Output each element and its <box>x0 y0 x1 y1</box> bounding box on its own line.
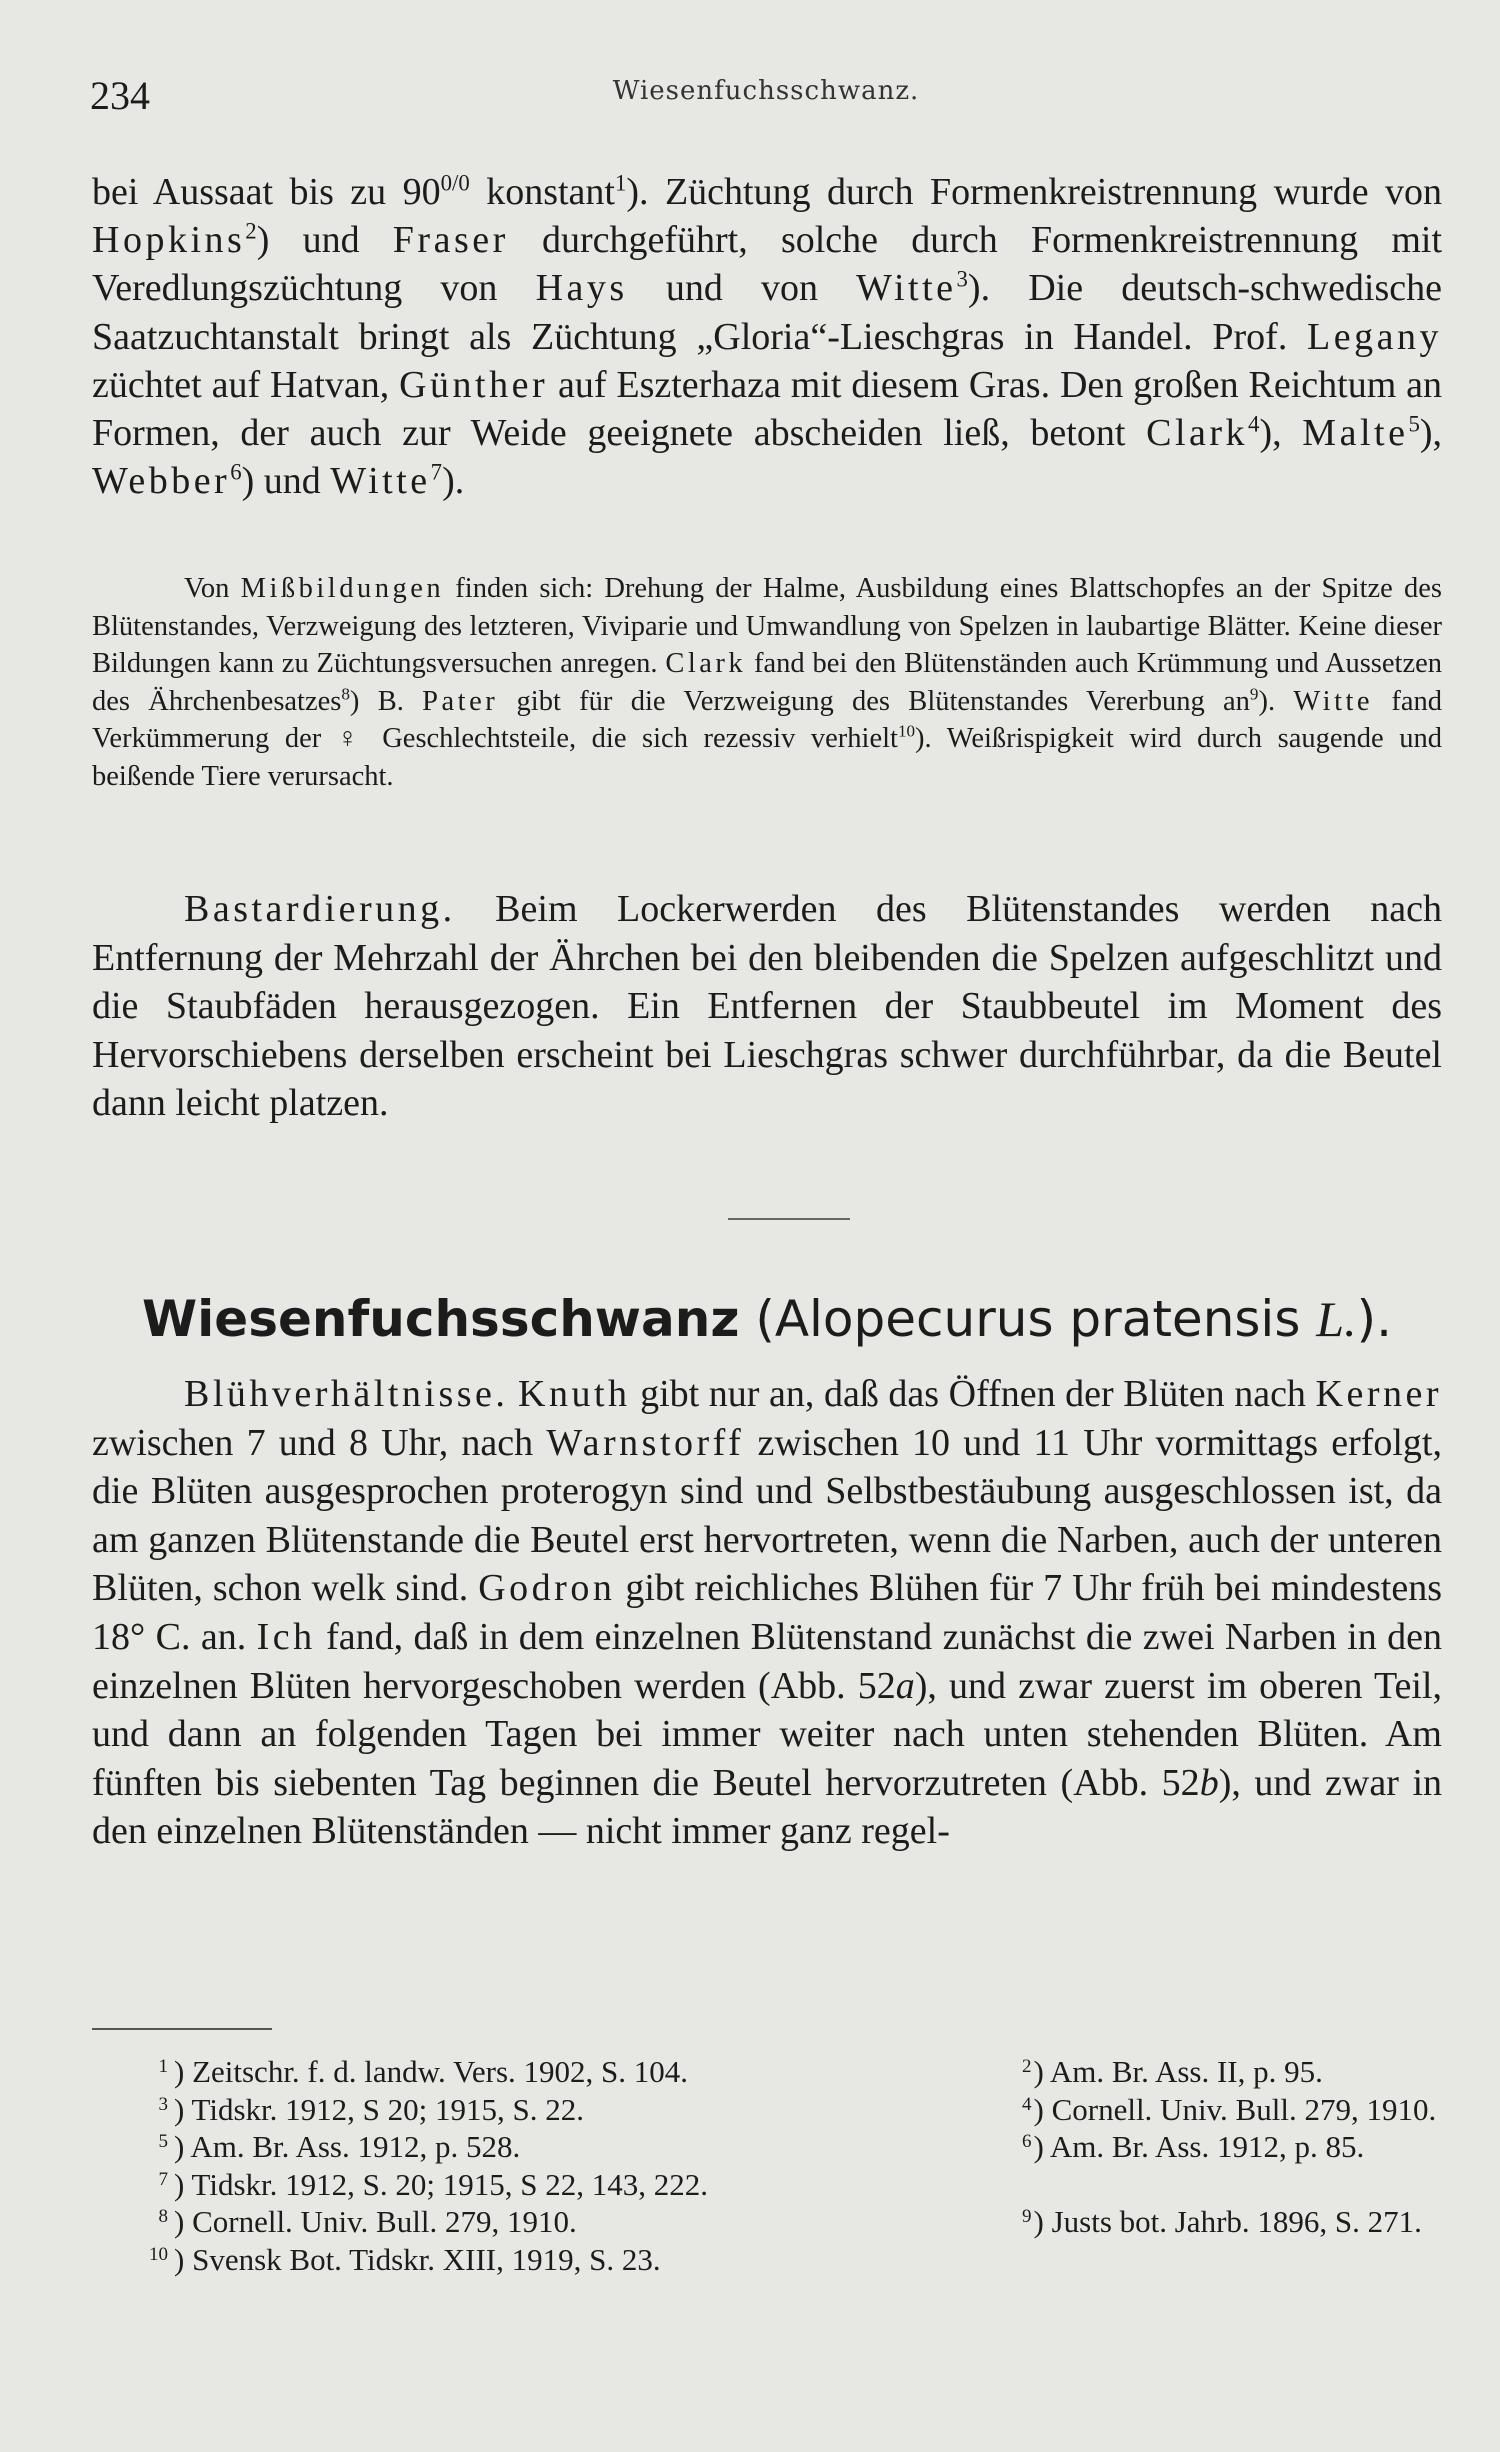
footnote-number: 6 <box>1022 2131 1032 2153</box>
text-run: durchgeführt, solche durch Formenkreistrennung mit Veredlungszüchtung von <box>92 219 1443 310</box>
text-run: auf Eszterhaza mit diesem Gras. Den großen Reichtum an Formen, der auch zur Weide geeignete abscheiden ließ, betont <box>92 363 1442 455</box>
text-run: und von <box>627 267 857 310</box>
text-run: bei Aussaat bis zu 90 <box>92 171 441 213</box>
text-run: finden sich: Drehung der Halme, Ausbildung eines Blattschopfes an der Spitze des Blütenstandes, Verzweigung des letzteren, Viviparie und Umwandlung von Spelzen in laubartige Blätter. Keine dieser Bildungen kann zu Züchtungsversuchen anregen. <box>92 573 1442 679</box>
heading-author: L. <box>1316 1291 1357 1347</box>
footnote-row <box>92 2123 1442 2165</box>
author-name: Witte <box>1293 685 1374 717</box>
footnote-number: 4 <box>1022 2093 1032 2115</box>
footnote-entry <box>1022 2048 1323 2091</box>
footnote-ref[interactable]: 1 <box>614 170 627 196</box>
footnote-row <box>92 2086 1442 2127</box>
author-name: Clark <box>665 648 747 679</box>
footnote-row <box>92 2236 1442 2277</box>
footnote-ref[interactable]: 6 <box>230 459 242 485</box>
text-run: ). Züchtung durch Formenkreistrennung wurde von <box>626 171 1442 213</box>
text-run: gibt nur an, daß das Öffnen der Blüten nach <box>630 1373 1316 1415</box>
footnote-entry <box>158 2123 521 2166</box>
text-run: konstant <box>469 171 615 213</box>
text-run: Von <box>184 573 241 604</box>
percent-sign: 0/0 <box>440 170 470 196</box>
footnote-number: 10 <box>149 2243 168 2265</box>
footnote-text: ) Am. Br. Ass. II, p. 95. <box>1033 2054 1323 2089</box>
author-name: Clark <box>1146 412 1249 455</box>
footnote-ref[interactable]: 8 <box>341 684 350 703</box>
author-name: Günther <box>399 363 549 406</box>
footnote-text: ) Am. Br. Ass. 1912, p. 85. <box>1033 2129 1365 2165</box>
footnotes <box>92 2048 1442 2277</box>
footnote-entry <box>1022 2198 1422 2241</box>
text-run: ) und <box>256 219 393 262</box>
paragraph-flowering <box>92 1370 1442 1856</box>
running-title: Wiesenfuchsschwanz. <box>612 76 920 106</box>
text-run: gibt für die Verzweigung des Blütenstandes Vererbung an <box>498 685 1250 717</box>
footnote-number: 9 <box>1022 2206 1032 2228</box>
footnote-ref[interactable]: 5 <box>1408 411 1420 437</box>
heading-close: ). <box>1356 1290 1392 1348</box>
footnote-ref[interactable]: 4 <box>1248 411 1260 437</box>
text-run: ). Die deutsch-schwedische Saatzuchtanstalt bringt als Züchtung „Gloria“-Lieschgras in Handel. Prof. <box>92 267 1443 358</box>
footnote-entry <box>158 2161 708 2204</box>
footnote-text: ) Zeitschr. f. d. landw. Vers. 1902, S. 104. <box>174 2054 689 2089</box>
footnote-number: 5 <box>158 2131 168 2153</box>
page-header <box>90 62 1442 122</box>
footnote-text: ) Cornell. Univ. Bull. 279, 1910. <box>1033 2091 1437 2127</box>
author-name: Pater <box>422 685 499 717</box>
author-name: Legany <box>1307 315 1442 358</box>
footnote-entry <box>1022 2123 1364 2166</box>
text-run: ), und zwar in den einzelnen Blütenständen — nicht immer ganz regel- <box>92 1761 1442 1853</box>
section-lead: Bastardierung. <box>184 888 456 930</box>
heading-main: Wiesenfuchsschwanz <box>142 1290 740 1348</box>
footnote-text: ) Tidskr. 1912, S 20; 1915, S. 22. <box>174 2091 584 2127</box>
footnote-row <box>92 2048 1442 2089</box>
footnote-number: 3 <box>158 2093 168 2115</box>
paragraph-malformations <box>92 570 1442 795</box>
text-run: ), und zwar zuerst im oberen Teil, und dann an folgenden Tagen bei immer weiter nach unten stehenden Blüten. Am fünften bis siebenten Tag beginnen die Beutel hervorzutreten (Abb. 52 <box>92 1664 1442 1804</box>
footnote-text: ) Tidskr. 1912, S. 20; 1915, S 22, 143, 222. <box>174 2166 708 2202</box>
emphasis: Mißbildungen <box>240 573 445 604</box>
author-name: Knuth <box>518 1373 631 1415</box>
footnote-ref[interactable]: 3 <box>956 266 968 292</box>
footnote-entry <box>158 2048 689 2091</box>
footnote-text: ) Am. Br. Ass. 1912, p. 528. <box>174 2129 521 2165</box>
text-run: gibt reichliches Blühen für 7 Uhr früh bei mindestens 18° C. an. <box>92 1567 1442 1658</box>
section-heading <box>92 1288 1442 1350</box>
footnote-entry <box>158 2086 584 2129</box>
paragraph-breeding <box>92 168 1442 505</box>
author-name: Warnstorff <box>546 1421 745 1464</box>
text-run: fand, daß in dem einzelnen Blütenstand zunächst die zwei Narben in den einzelnen Blüten hervorgeschoben werden (Abb. 52 <box>92 1615 1442 1707</box>
footnote-row <box>92 2161 1442 2202</box>
text-run: zwischen 7 und 8 Uhr, nach <box>92 1421 547 1464</box>
text-run: fand Verkümmerung der ♀ Geschlechtsteile, die sich rezessiv verhielt <box>92 685 1443 754</box>
text-run: ). <box>1258 685 1294 717</box>
author-name: Kerner <box>1315 1373 1443 1415</box>
author-name: Fraser <box>392 219 509 262</box>
footnote-ref[interactable]: 7 <box>430 459 443 485</box>
footnote-number: 7 <box>158 2168 168 2190</box>
section-lead: Blühverhältnisse. <box>184 1373 509 1415</box>
footnote-entry <box>149 2236 661 2279</box>
footnote-row <box>92 2198 1442 2240</box>
text-run: züchtet auf Hatvan, <box>92 363 400 406</box>
figure-ref: a <box>895 1664 915 1707</box>
footnote-rule <box>92 2028 272 2030</box>
footnote-entry <box>1022 2086 1436 2129</box>
section-divider <box>728 1218 850 1220</box>
author-name: Witte <box>330 460 431 503</box>
footnote-number: 8 <box>158 2206 168 2228</box>
footnote-entry <box>158 2198 577 2241</box>
footnote-text: ) Justs bot. Jahrb. 1896, S. 271. <box>1033 2204 1422 2240</box>
footnote-ref[interactable]: 9 <box>1249 684 1259 703</box>
text-run: ). <box>442 460 465 503</box>
author-name: Ich <box>256 1615 316 1658</box>
footnote-ref[interactable]: 10 <box>897 721 916 741</box>
footnote-text: ) Cornell. Univ. Bull. 279, 1910. <box>174 2204 577 2240</box>
author-name: Hays <box>535 267 628 310</box>
footnote-ref[interactable]: 2 <box>245 218 257 244</box>
text-run: ). Weißrispigkeit wird durch saugende und beißende Tiere verursacht. <box>92 723 1442 792</box>
paragraph-hybridization <box>92 885 1442 1128</box>
page-number: 234 <box>90 73 150 118</box>
footnote-number: 2 <box>1022 2056 1032 2077</box>
heading-latin: (Alopecurus pratensis <box>739 1290 1317 1348</box>
author-name: Witte <box>856 267 957 310</box>
author-name: Malte <box>1302 412 1409 455</box>
author-name: Webber <box>92 460 231 503</box>
footnote-number: 1 <box>158 2056 168 2077</box>
text-run: ), <box>1419 412 1442 455</box>
text-run: ), <box>1259 412 1303 455</box>
figure-ref: b <box>1199 1761 1219 1804</box>
text-run <box>508 1373 518 1415</box>
text-run: Beim Lockerwerden des Blütenstandes werden nach Entfernung der Mehrzahl der Ährchen bei den bleibenden die Spelzen aufgeschlitzt und die Staubfäden herausgezogen. Ein Entfernen der Staubbeutel im Moment des Hervorschiebens derselben erscheint bei Lieschgras schwer durchführbar, da die Beutel dann leicht platzen. <box>92 888 1442 1125</box>
author-name: Godron <box>478 1567 616 1610</box>
text-run: ) B. <box>349 685 423 717</box>
author-name: Hopkins <box>92 219 246 262</box>
text-run: fand bei den Blütenständen auch Krümmung und Aussetzen des Ährchenbesatzes <box>92 648 1442 717</box>
footnote-text: ) Svensk Bot. Tidskr. XIII, 1919, S. 23. <box>174 2241 661 2277</box>
text-run: zwischen 10 und 11 Uhr vormittags erfolgt, die Blüten ausgesprochen proterogyn sind und Selbstbestäubung ausgeschlossen ist, da am ganzen Blütenstande die Beutel erst hervortreten, wenn die Narben, auch der unteren Blüten, schon welk sind. <box>92 1421 1442 1610</box>
text-run: ) und <box>241 460 331 503</box>
